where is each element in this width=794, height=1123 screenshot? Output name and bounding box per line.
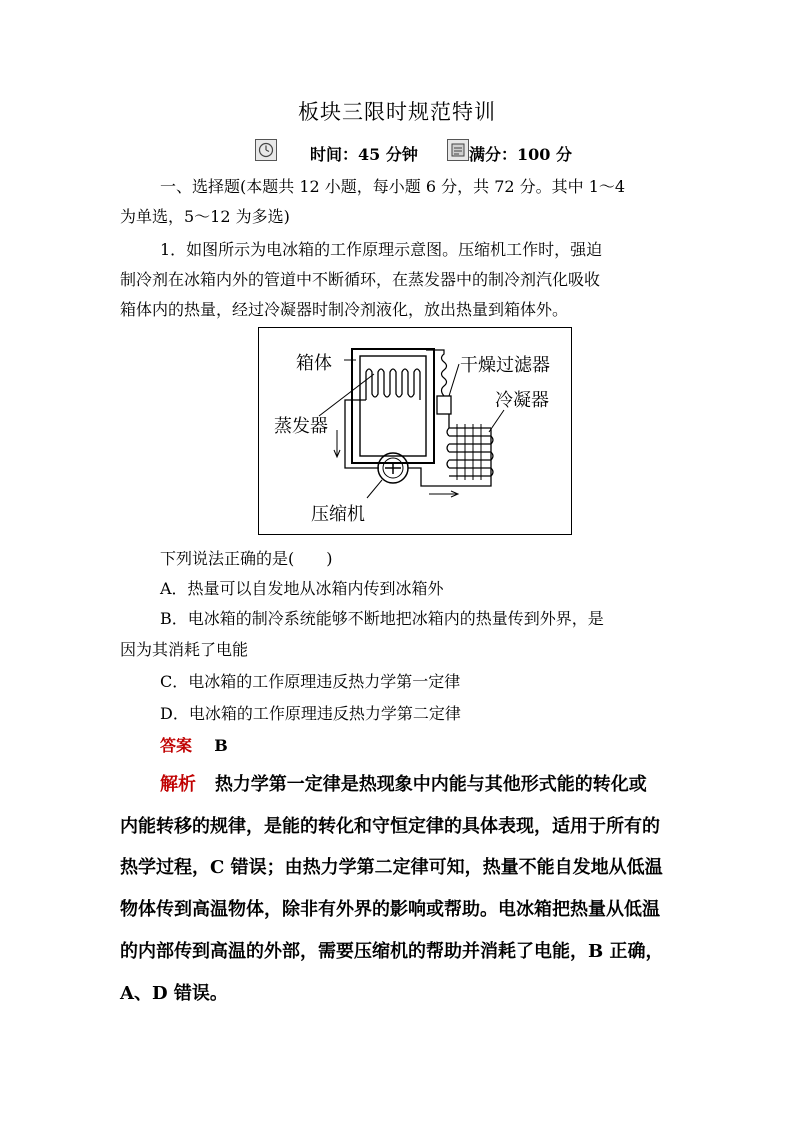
question-prompt: 下列说法正确的是( ) [160, 549, 333, 568]
option-d: D．电冰箱的工作原理违反热力学第二定律 [160, 704, 461, 723]
label-evaporator: 蒸发器 [274, 416, 328, 437]
answer-tag: 答案 [160, 736, 193, 755]
analysis-text: 热力学第一定律是热现象中内能与其他形式能的转化或 [214, 774, 647, 795]
clock-icon [255, 139, 277, 161]
return-pipe [345, 400, 379, 468]
label-box: 箱体 [296, 353, 332, 374]
label-condenser: 冷凝器 [495, 390, 549, 411]
cabinet-inner [360, 356, 426, 456]
analysis-text: 的内部传到高温的外部，需要压缩机的帮助并消耗了电能，B 正确， [120, 941, 664, 962]
option-b: B．电冰箱的制冷系统能够不断地把冰箱内的热量传到外界，是 [160, 609, 604, 628]
analysis-text: 物体传到高温物体，除非有外界的影响或帮助。电冰箱把热量从低温 [120, 899, 660, 920]
analysis-tag: 解析 [160, 774, 196, 795]
dryer-leader [449, 364, 459, 396]
label-compressor: 压缩机 [311, 504, 365, 525]
section-heading-cont: 为单选，5～12 为多选) [120, 207, 290, 226]
answer-line [160, 735, 720, 757]
condenser-leader [489, 410, 504, 432]
time-label: 时间：45 分钟 [310, 145, 418, 164]
supply-pipe [408, 428, 491, 486]
section-heading: 一、选择题(本题共 12 小题，每小题 6 分，共 72 分。其中 1～4 [160, 177, 626, 196]
score-icon [447, 139, 469, 161]
score-label: 满分：100 分 [469, 145, 572, 164]
cabinet-outer [352, 349, 434, 463]
analysis-line [160, 770, 720, 796]
option-a: A．热量可以自发地从冰箱内传到冰箱外 [160, 579, 444, 598]
evaporator-coil [366, 369, 420, 400]
refrigerator-diagram [258, 327, 572, 535]
analysis-text: A、D 错误。 [120, 983, 228, 1004]
dryer-filter [437, 396, 451, 414]
analysis-text: 内能转移的规律，是能的转化和守恒定律的具体表现，适用于所有的 [120, 816, 660, 837]
analysis-text: 热学过程，C 错误；由热力学第二定律可知，热量不能自发地从低温 [120, 857, 663, 878]
capillary-tube [426, 350, 447, 396]
option-c: C．电冰箱的工作原理违反热力学第一定律 [160, 672, 461, 691]
question-stem-cont: 制冷剂在冰箱内外的管道中不断循环，在蒸发器中的制冷剂汽化吸收 [120, 270, 601, 289]
question-stem: 1．如图所示为电冰箱的工作原理示意图。压缩机工作时，强迫 [160, 240, 603, 259]
exam-meta [255, 139, 615, 165]
option-b-cont: 因为其消耗了电能 [120, 640, 249, 659]
answer-value: B [214, 736, 228, 755]
condenser-coil [447, 424, 493, 480]
compressor-leader [367, 480, 382, 498]
label-dryer: 干燥过滤器 [460, 355, 550, 376]
page-title: 板块三限时规范特训 [298, 100, 496, 124]
question-stem-cont: 箱体内的热量，经过冷凝器时制冷剂液化，放出热量到箱体外。 [120, 300, 569, 319]
